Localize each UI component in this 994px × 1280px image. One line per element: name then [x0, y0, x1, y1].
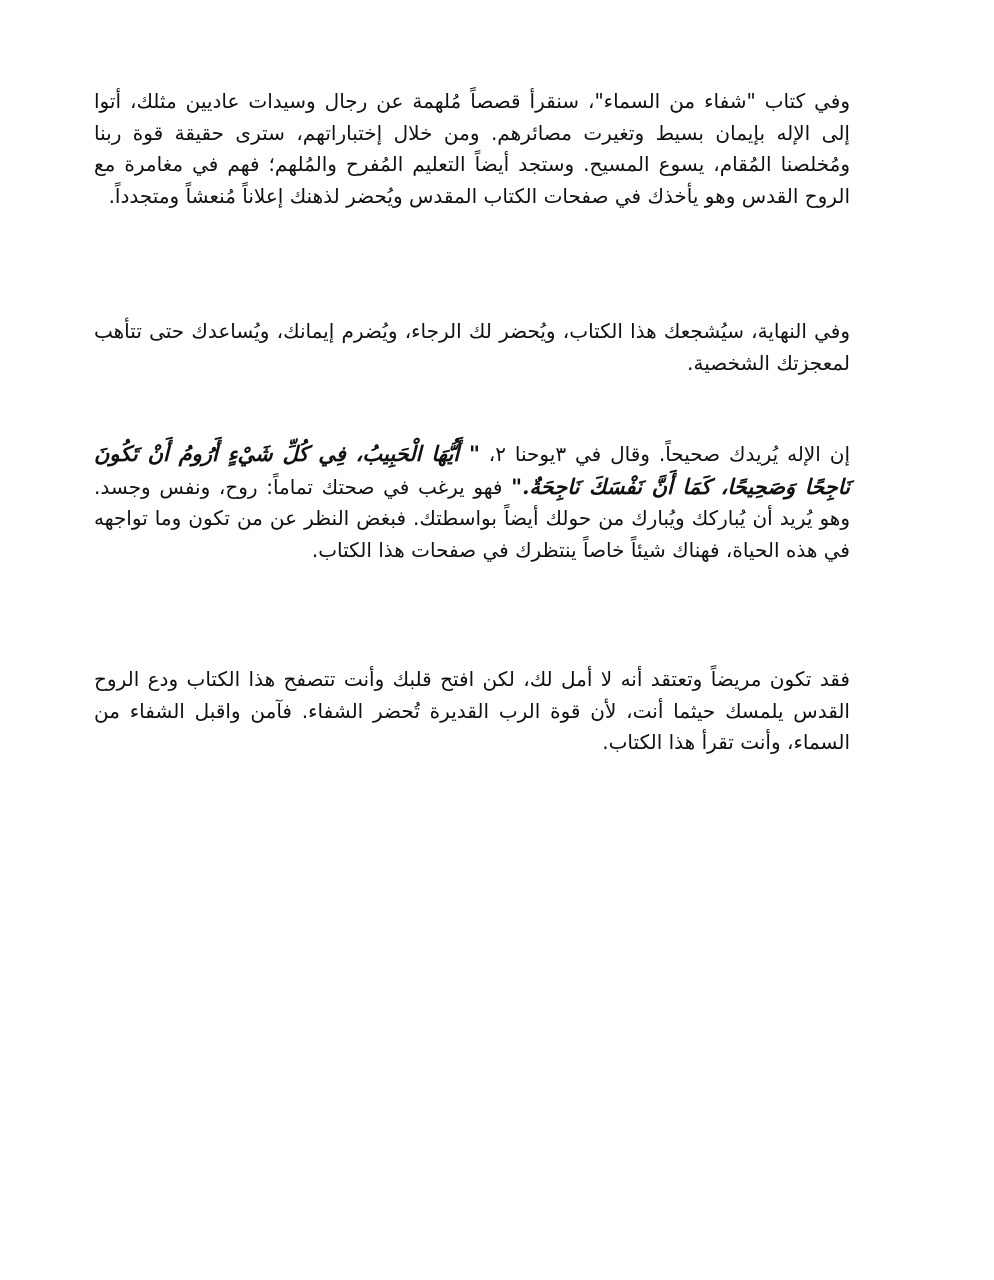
scripture-verse-quote: " أَيُّهَا الْحَبِيبُ، فِي كُلِّ شَيْءٍ أَرُومُ أَنْ تَكُونَ نَاجِحًا وَصَحِيحًا، كَمَا أَنَّ نَفْسَكَ نَاجِحَةٌ.": [94, 441, 850, 499]
paragraph-intro: وفي كتاب "شفاء من السماء"، سنقرأ قصصاً مُلهمة عن رجال وسيدات عاديين مثلك، أتوا إلى الإله بإيمان بسيط وتغيرت مصائرهم. ومن خلال إختباراتهم، سترى حقيقة قوة ربنا ومُخلصنا المُقام، يسوع المسيح. وستجد أيضاً التعليم المُفرح والمُلهم؛ فهم في مغامرة مع الروح القدس وهو يأخذك في صفحات الكتاب المقدس ويُحضر لذهنك إعلاناً مُنعشاً ومتجدداً.: [94, 89, 850, 208]
scripture-intro-text: إن الإله يُريدك صحيحاً. وقال في ٣يوحنا ٢،: [479, 442, 851, 466]
paragraph-invitation: فقد تكون مريضاً وتعتقد أنه لا أمل لك، لكن افتح قلبك وأنت تتصفح هذا الكتاب ودع الروح القدس يلمسك حيثما أنت، لأن قوة الرب القديرة تُحضر الشفاء. فآمن واقبل الشفاء من السماء، وأنت تقرأ هذا الكتاب.: [94, 667, 850, 754]
scripture-followup-text: فهو يرغب في صحتك تماماً: روح، ونفس وجسد. وهو يُريد أن يُباركك ويُبارك من حولك أيضاً بواسطتك. فبغض النظر عن من تكون وما تواجهه في هذه الحياة، فهناك شيئاً خاصاً ينتظرك في صفحات هذا الكتاب.: [94, 474, 850, 562]
paragraph-scripture: [94, 438, 878, 566]
paragraph-encouragement: وفي النهاية، سيُشجعك هذا الكتاب، ويُحضر لك الرجاء، ويُضرم إيمانك، ويُساعدك حتى تتأهب لمعجزتك الشخصية.: [94, 319, 850, 375]
